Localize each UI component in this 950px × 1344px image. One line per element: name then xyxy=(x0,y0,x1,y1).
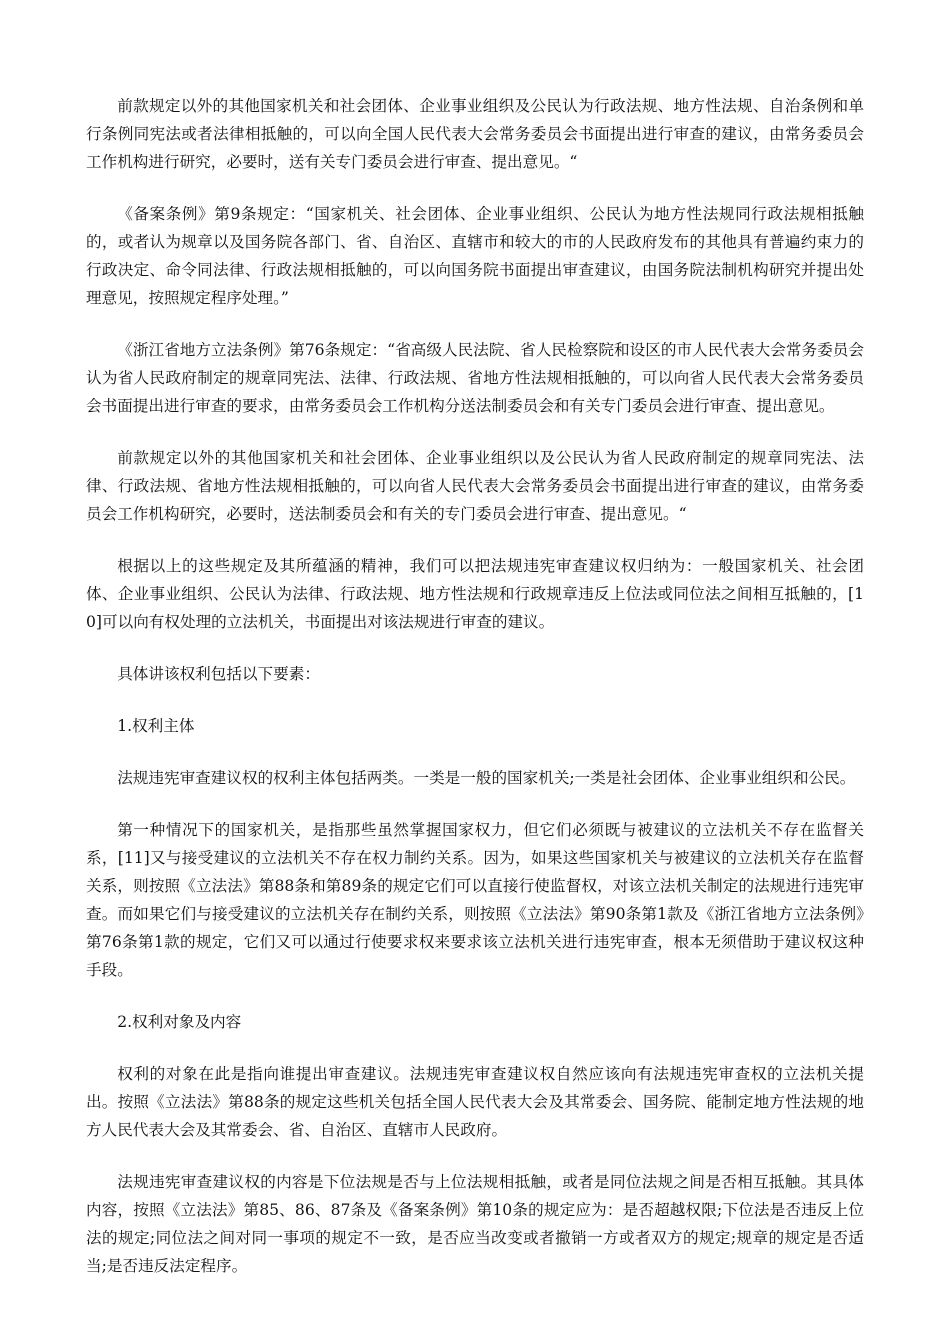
document-body xyxy=(86,92,864,1304)
paragraph-10: 法规违宪审查建议权的内容是下位法规是否与上位法规相抵触，或者是同位法规之间是否相互抵触。其具体内容，按照《立法法》第85、86、87条及《备案条例》第10条的规定应为：是否超越权限;下位法是否违反上位法的规定;同位法之间对同一事项的规定不一致，是否应当改变或者撤销一方或者双方的规定;规章的规定是否适当;是否违反法定程序。 xyxy=(86,1173,864,1275)
paragraph-6: 具体讲该权利包括以下要素： xyxy=(117,665,320,683)
section-heading-2: 2.权利对象及内容 xyxy=(117,1013,242,1031)
paragraph-3: 《浙江省地方立法条例》第76条规定：“省高级人民法院、省人民检察院和设区的市人民代表大会常务委员会认为省人民政府制定的规章同宪法、法律、行政法规、省地方性法规相抵触的，可以向省人民代表大会常务委员会书面提出进行审查的要求，由常务委员会工作机构分送法制委员会和有关专门委员会进行审查、提出意见。 xyxy=(86,341,864,415)
paragraph-7: 法规违宪审查建议权的权利主体包括两类。一类是一般的国家机关;一类是社会团体、企业事业组织和公民。 xyxy=(117,769,856,787)
paragraph-8: 第一种情况下的国家机关，是指那些虽然掌握国家权力，但它们必须既与被建议的立法机关不存在监督关系，[11]又与接受建议的立法机关不存在权力制约关系。因为，如果这些国家机关与被建议的立法机关存在监督关系，则按照《立法法》第88条和第89条的规定它们可以直接行使监督权，对该立法机关制定的法规进行违宪审查。而如果它们与接受建议的立法机关存在制约关系，则按照《立法法》第90条第1款及《浙江省地方立法条例》第76条第1款的规定，它们又可以通过行使要求权来要求该立法机关进行违宪审查，根本无须借助于建议权这种手段。 xyxy=(86,821,864,979)
paragraph-4: 前款规定以外的其他国家机关和社会团体、企业事业组织以及公民认为省人民政府制定的规章同宪法、法律、行政法规、省地方性法规相抵触的，可以向省人民代表大会常务委员会书面提出进行审查的建议，由常务委员会工作机构研究，必要时，送法制委员会和有关的专门委员会进行审查、提出意见。“ xyxy=(86,449,864,523)
section-heading-1: 1.权利主体 xyxy=(117,717,195,735)
paragraph-9: 权利的对象在此是指向谁提出审查建议。法规违宪审查建议权自然应该向有法规违宪审查权的立法机关提出。按照《立法法》第88条的规定这些机关包括全国人民代表大会及其常委会、国务院、能制定地方性法规的地方人民代表大会及其常委会、省、自治区、直辖市人民政府。 xyxy=(86,1065,864,1139)
paragraph-1: 前款规定以外的其他国家机关和社会团体、企业事业组织及公民认为行政法规、地方性法规、自治条例和单行条例同宪法或者法律相抵触的，可以向全国人民代表大会常务委员会书面提出进行审查的建议，由常务委员会工作机构进行研究，必要时，送有关专门委员会进行审查、提出意见。“ xyxy=(86,97,864,171)
paragraph-2: 《备案条例》第9条规定：“国家机关、社会团体、企业事业组织、公民认为地方性法规同行政法规相抵触的，或者认为规章以及国务院各部门、省、自治区、直辖市和较大的市的人民政府发布的其他具有普遍约束力的行政决定、命令同法律、行政法规相抵触的，可以向国务院书面提出审查建议，由国务院法制机构研究并提出处理意见，按照规定程序处理。” xyxy=(86,205,864,307)
paragraph-5: 根据以上的这些规定及其所蕴涵的精神，我们可以把法规违宪审查建议权归纳为：一般国家机关、社会团体、企业事业组织、公民认为法律、行政法规、地方性法规和行政规章违反上位法或同位法之间相互抵触的，[10]可以向有权处理的立法机关，书面提出对该法规进行审查的建议。 xyxy=(86,557,864,631)
